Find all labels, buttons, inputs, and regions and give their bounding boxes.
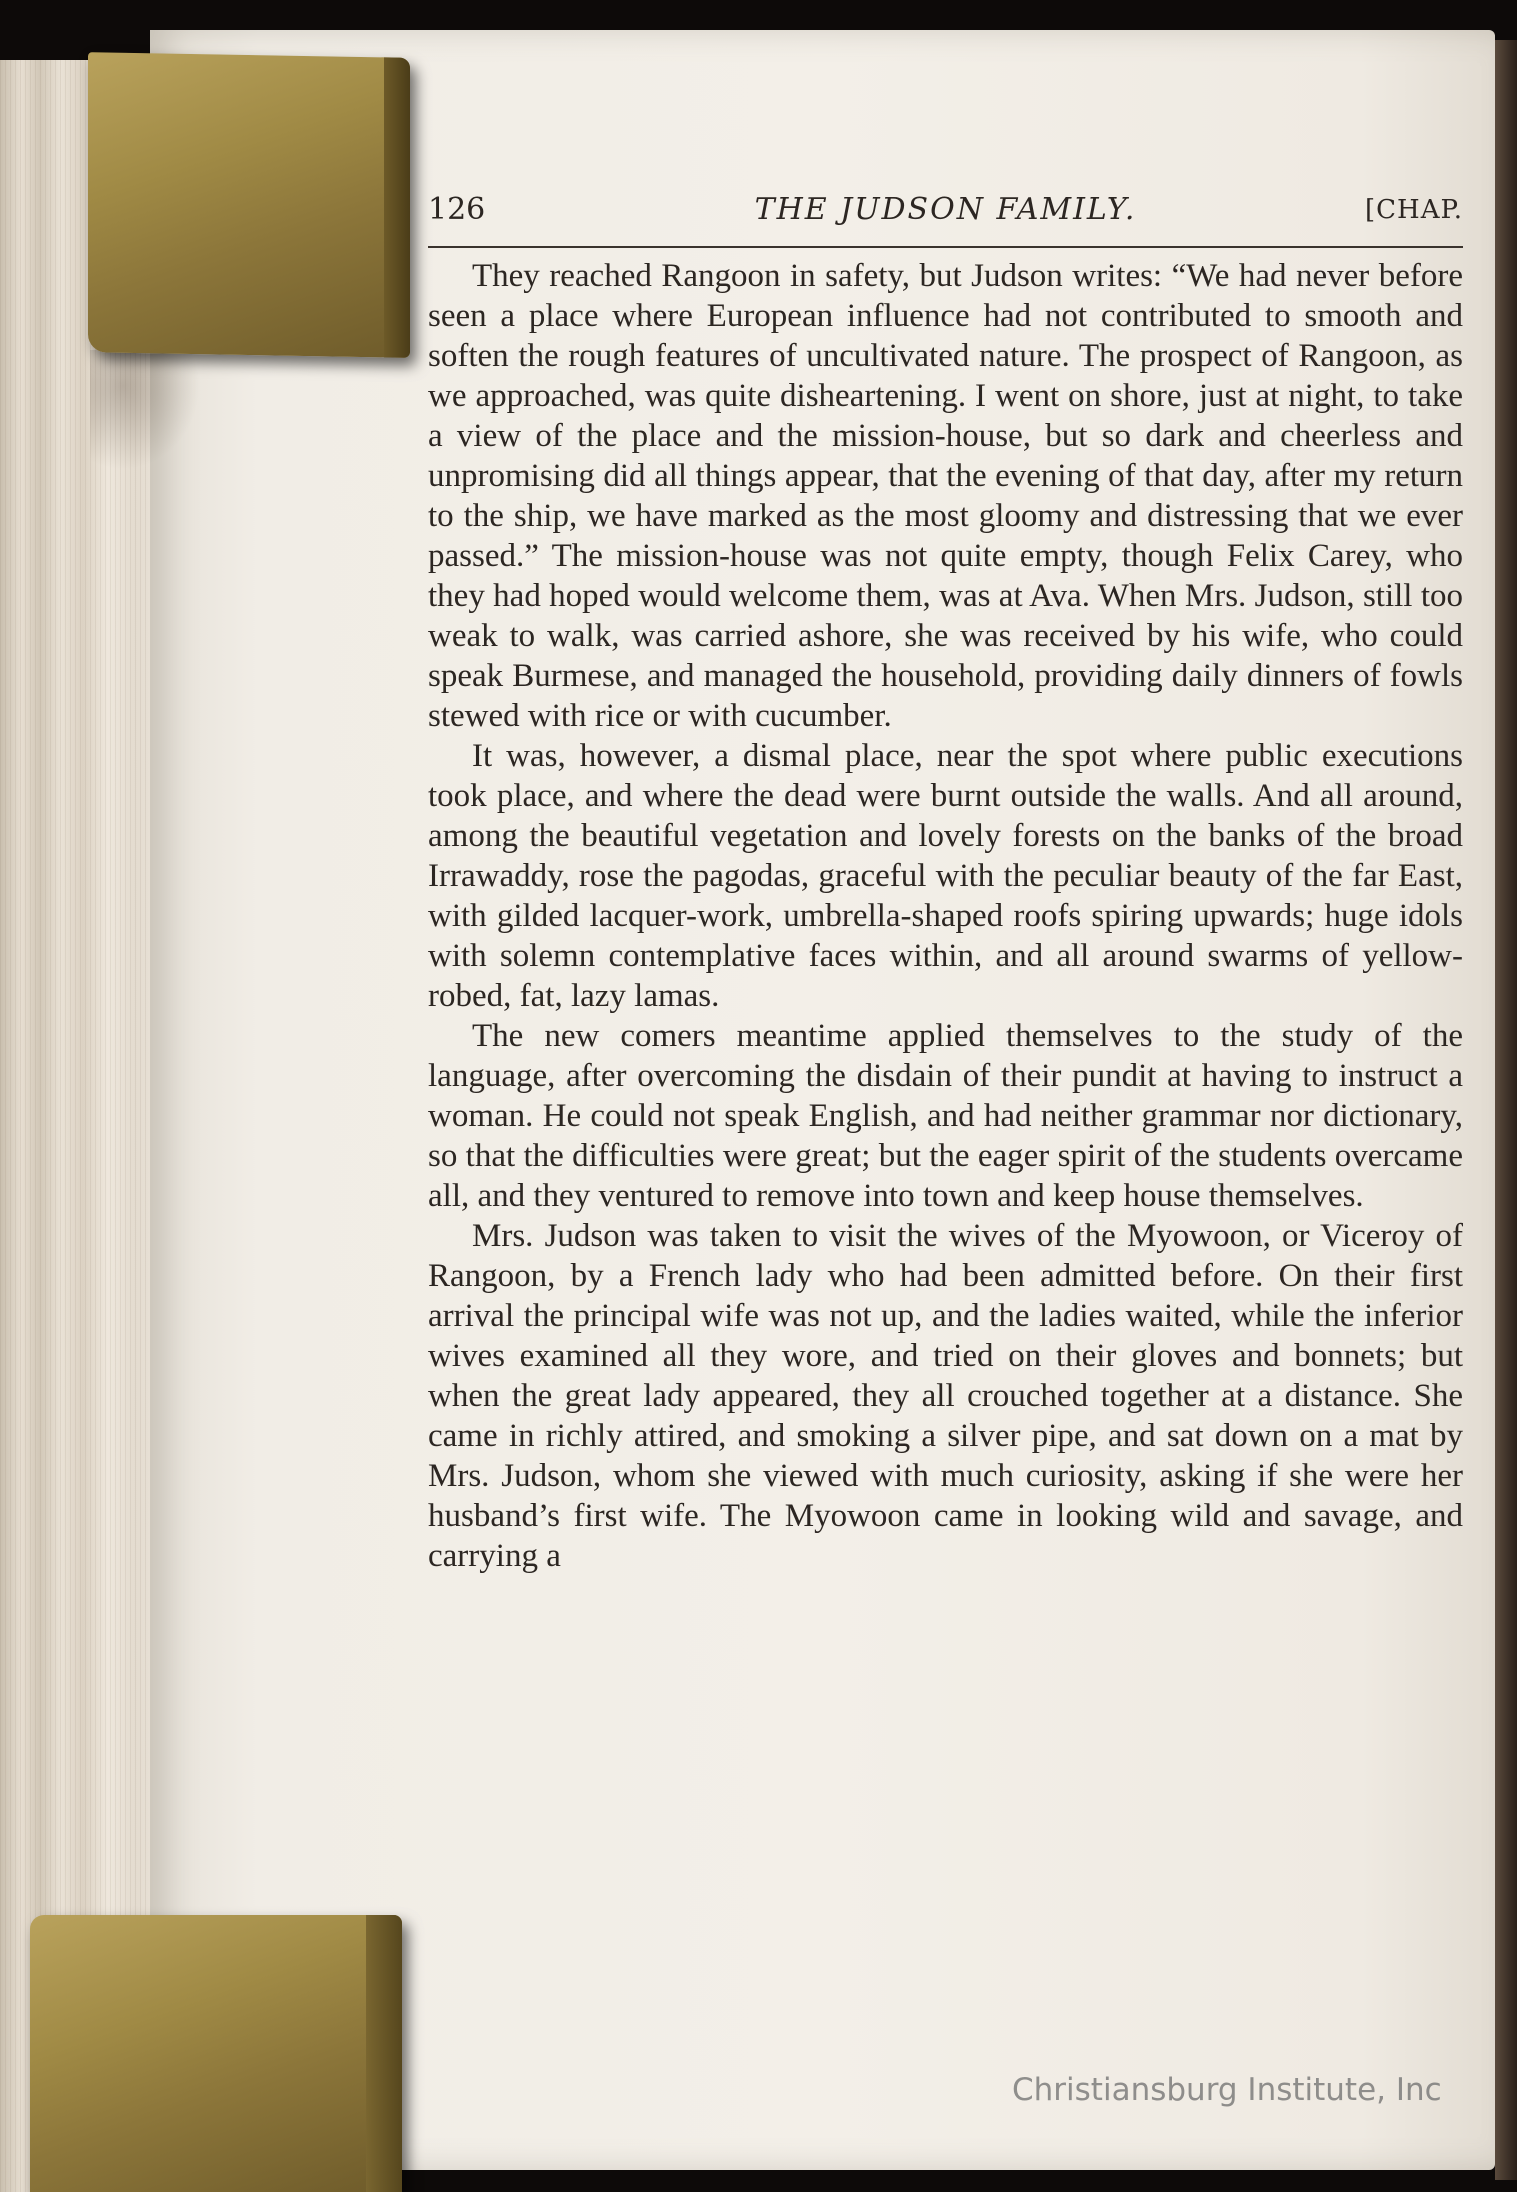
chapter-marker: [CHAP. xyxy=(1365,195,1463,225)
paragraph: They reached Rangoon in safety, but Judson writes: “We had never before seen a place where European influence had not contributed to smooth and soften the rough features of uncultivated nature. The prospect of Rangoon, as we approached, was quite disheartening. I went on shore, just at night, to take a view of the place and the mission-house, but so dark and cheerless and unpromising did all things appear, that the evening of that day, after my return to the ship, we have marked as the most gloomy and distressing that we ever passed.” The mission-house was not quite empty, though Felix Carey, who they had hoped would welcome them, was at Ava. When Mrs. Judson, still too weak to walk, was carried ashore, she was received by his wife, who could speak Burmese, and managed the household, providing daily dinners of fowls stewed with rice or with cucumber. xyxy=(428,258,1463,734)
brass-clip-bottom xyxy=(30,1915,402,2192)
page-number: 126 xyxy=(428,192,486,227)
book-title: THE JUDSON FAMILY. xyxy=(754,192,1137,227)
book-cover-edge xyxy=(1495,40,1517,2180)
page-text-block xyxy=(428,180,1463,1576)
running-head xyxy=(428,180,1463,240)
header-rule xyxy=(428,246,1463,248)
paragraph: Mrs. Judson was taken to visit the wives of the Myowoon, or Viceroy of Rangoon, by a French lady who had been admitted before. On their first arrival the principal wife was not up, and the ladies waited, while the inferior wives examined all they wore, and tried on their gloves and bonnets; but when the great lady appeared, they all crouched together at a distance. She came in richly attired, and smoking a silver pipe, and sat down on a mat by Mrs. Judson, whom she viewed with much curiosity, asking if she were her husband’s first wife. The Myowoon came in looking wild and savage, and carrying a xyxy=(428,1218,1463,1574)
watermark: Christiansburg Institute, Inc xyxy=(1012,2072,1442,2108)
paragraph: The new comers meantime applied themselves to the study of the language, after overcoming the disdain of their pundit at having to instruct a woman. He could not speak English, and had neither grammar nor dictionary, so that the difficulties were great; but the eager spirit of the students overcame all, and they ventured to remove into town and keep house themselves. xyxy=(428,1018,1463,1214)
paragraph: It was, however, a dismal place, near the spot where public executions took place, and where the dead were burnt outside the walls. And all around, among the beautiful vegetation and lovely forests on the banks of the broad Irrawaddy, rose the pagodas, graceful with the peculiar beauty of the far East, with gilded lacquer-work, umbrella-shaped roofs spiring upwards; huge idols with solemn contemplative faces within, and all around swarms of yellow-robed, fat, lazy lamas. xyxy=(428,738,1463,1014)
brass-clip-top xyxy=(88,52,410,358)
clip-shadow xyxy=(90,350,200,470)
